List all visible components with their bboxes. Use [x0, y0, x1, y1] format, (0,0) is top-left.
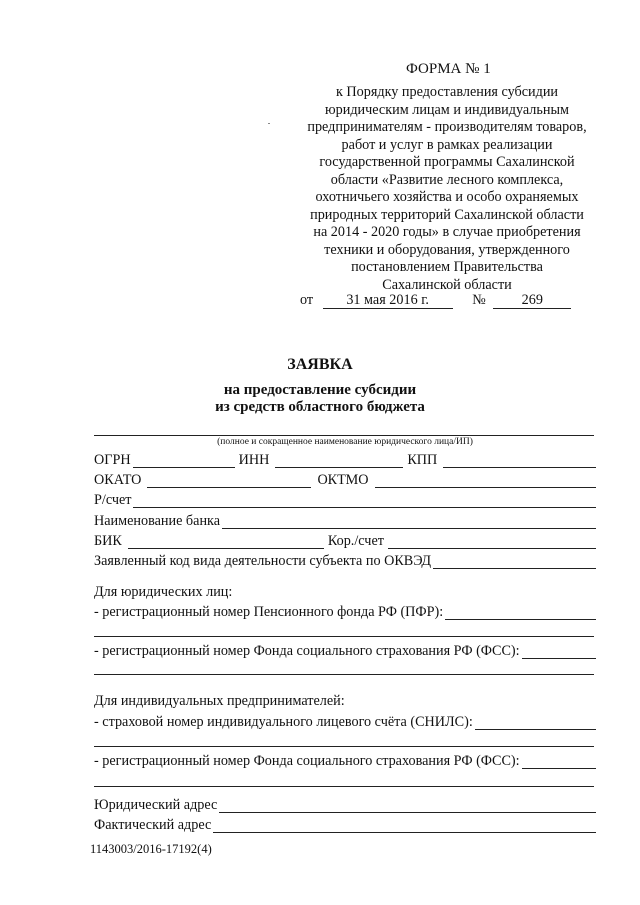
header-note-line: предпринимателям - производителям товаров,: [307, 119, 587, 135]
inn-field[interactable]: [275, 453, 403, 468]
scan-speck: [268, 123, 270, 124]
row-okved: [94, 551, 596, 569]
row-legal-fss: [94, 641, 596, 659]
account-label: Р/счет: [94, 492, 132, 508]
row-ogrn-inn-kpp: [94, 450, 596, 468]
row-okato-oktmo: [94, 470, 596, 488]
corr-account-field[interactable]: [388, 534, 596, 549]
row-bik-corr: [94, 531, 596, 549]
individuals-heading: Для индивидуальных предпринимателей:: [94, 693, 345, 709]
row-legal-address: [94, 795, 596, 813]
ogrn-field[interactable]: [133, 453, 235, 468]
legal-fss-extra-line[interactable]: [94, 674, 594, 675]
legal-address-field[interactable]: [219, 798, 596, 813]
row-snils: [94, 712, 596, 730]
document-title: ЗАЯВКА: [287, 356, 353, 373]
document-subtitle: на предоставление субсидии: [223, 382, 417, 398]
form-number: ФОРМА № 1: [406, 61, 491, 77]
snils-extra-line[interactable]: [94, 746, 594, 747]
kpp-field[interactable]: [443, 453, 596, 468]
oktmo-field[interactable]: [375, 473, 597, 488]
pfr-extra-line[interactable]: [94, 636, 594, 637]
header-note-line: работ и услуг в рамках реализации: [341, 136, 553, 153]
okato-label: ОКАТО: [94, 472, 142, 488]
header-note-line: на 2014 - 2020 годы» в случае приобретения: [313, 224, 581, 240]
okato-field[interactable]: [147, 473, 311, 488]
legal-address-label: Юридический адрес: [94, 797, 218, 813]
kpp-label: КПП: [407, 452, 438, 468]
header-note-line: постановлением Правительства: [351, 259, 543, 275]
header-note-line: государственной программы Сахалинской: [319, 154, 575, 170]
resolution-date-number: [300, 292, 571, 309]
resolution-number: 269: [493, 292, 571, 309]
row-bank-name: [94, 511, 596, 529]
actual-address-field[interactable]: [213, 818, 596, 833]
ogrn-label: ОГРН: [94, 452, 131, 468]
account-field[interactable]: [133, 493, 596, 508]
number-prefix: №: [472, 292, 486, 308]
pfr-label: - регистрационный номер Пенсионного фонда РФ (ПФР):: [94, 604, 444, 620]
actual-address-label: Фактический адрес: [94, 817, 212, 833]
okved-field[interactable]: [433, 554, 596, 569]
date-prefix: от: [300, 292, 314, 308]
inn-label: ИНН: [238, 452, 270, 468]
bik-label: БИК: [94, 533, 122, 549]
pfr-field[interactable]: [445, 605, 596, 620]
individual-fss-field[interactable]: [522, 754, 596, 769]
legal-fss-label: - регистрационный номер Фонда социального страхования РФ (ФСС):: [94, 643, 520, 659]
row-actual-address: [94, 815, 596, 833]
header-note-line: охотничьего хозяйства и особо охраняемых: [315, 189, 579, 205]
header-note-line: юридическим лицам и индивидуальным: [325, 101, 569, 118]
resolution-date: 31 мая 2016 г.: [323, 292, 453, 309]
corr-account-label: Кор./счет: [327, 533, 384, 549]
header-note-line: техники и оборудования, утвержденного: [324, 241, 570, 258]
document-code: 1143003/2016-17192(4): [90, 842, 212, 856]
snils-field[interactable]: [475, 715, 596, 730]
document-subtitle-2: из средств областного бюджета: [215, 399, 425, 415]
header-note-line: природных территорий Сахалинской области: [310, 206, 584, 223]
individual-fss-extra-line[interactable]: [94, 786, 594, 787]
header-note: [288, 84, 606, 294]
applicant-name-caption: (полное и сокращенное наименование юридического лица/ИП): [217, 437, 473, 447]
snils-label: - страховой номер индивидуального лицевого счёта (СНИЛС):: [94, 714, 473, 730]
oktmo-label: ОКТМО: [317, 472, 369, 488]
applicant-name-line[interactable]: [94, 435, 594, 436]
header-note-line: к Порядку предоставления субсидии: [335, 84, 559, 100]
okved-label: Заявленный код вида деятельности субъекта по ОКВЭД: [94, 553, 432, 569]
bank-name-field[interactable]: [222, 514, 596, 529]
individual-fss-label: - регистрационный номер Фонда социального страхования РФ (ФСС):: [94, 753, 520, 769]
header-note-line: области «Развитие лесного комплекса,: [330, 171, 564, 188]
bik-field[interactable]: [128, 534, 324, 549]
bank-name-label: Наименование банка: [94, 513, 221, 529]
row-pfr: [94, 602, 596, 620]
legal-fss-field[interactable]: [522, 644, 596, 659]
row-individual-fss: [94, 751, 596, 769]
header-note-line: Сахалинской области: [382, 276, 512, 293]
row-account: [94, 490, 596, 508]
legal-entities-heading: Для юридических лиц:: [94, 584, 233, 600]
